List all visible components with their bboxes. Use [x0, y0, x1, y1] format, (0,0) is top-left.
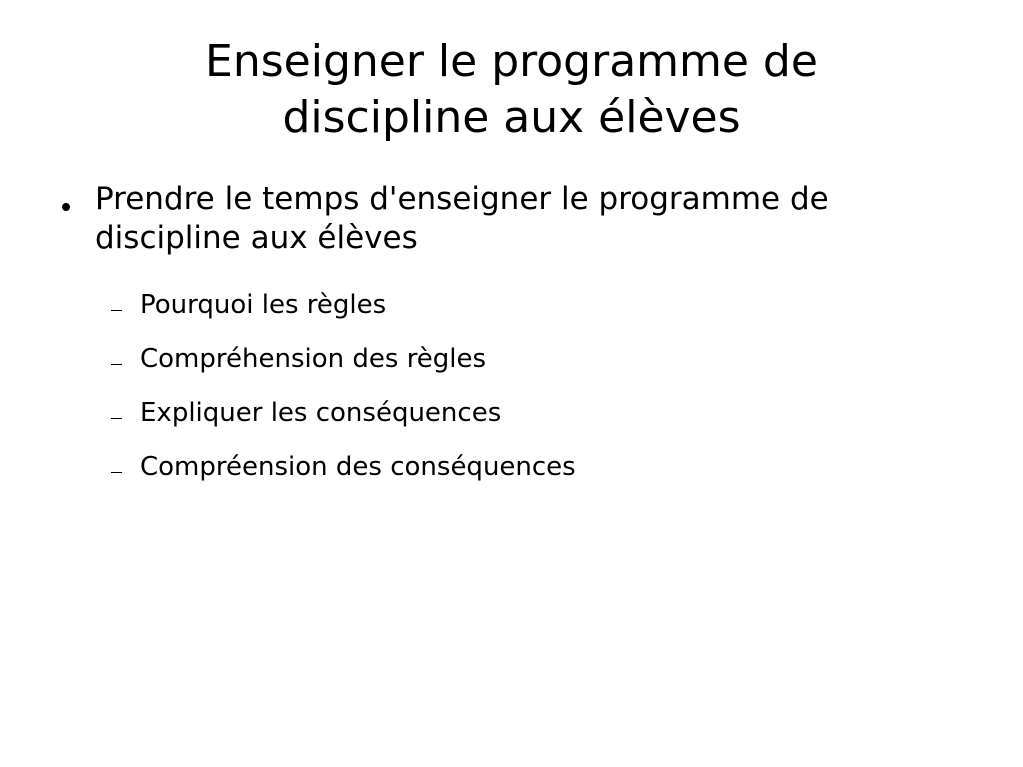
dash-icon	[111, 418, 122, 419]
slide-title-line-1: Enseigner le programme de	[205, 36, 818, 87]
sub-bullet-item	[0, 397, 1023, 430]
slide-title	[60, 34, 963, 146]
dash-icon	[111, 310, 122, 311]
sub-bullet-text: Expliquer les conséquences	[140, 398, 502, 428]
sub-bullet-text: Compréhension des règles	[140, 344, 487, 374]
bullet-dot-icon	[62, 203, 70, 211]
sub-bullet-text: Pourquoi les règles	[140, 290, 387, 320]
slide-title-line-2: discipline aux élèves	[282, 92, 741, 143]
bullet-item	[0, 180, 975, 258]
sub-bullet-item	[0, 289, 1023, 322]
sub-bullet-item	[0, 343, 1023, 376]
bullet-text: Prendre le temps d'enseigner le programme de discipline aux élèves	[95, 181, 829, 256]
dash-icon	[111, 472, 122, 473]
dash-icon	[111, 364, 122, 365]
sub-bullet-list	[0, 289, 1023, 505]
sub-bullet-text: Compréension des conséquences	[140, 452, 576, 482]
sub-bullet-item	[0, 451, 1023, 484]
bullet-list	[0, 180, 1023, 258]
